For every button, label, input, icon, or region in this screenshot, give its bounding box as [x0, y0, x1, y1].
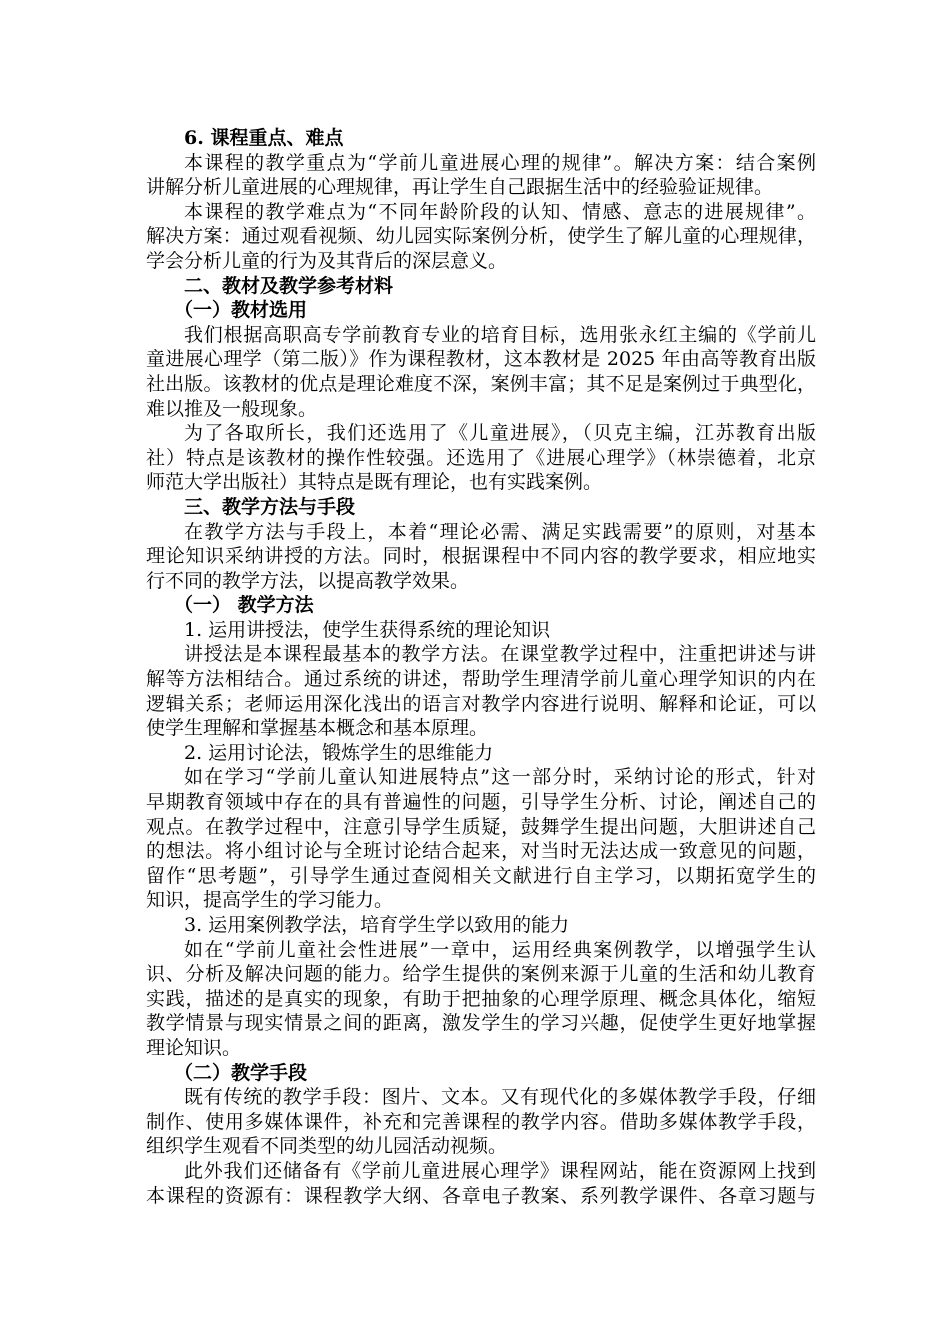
- text-line: 理论知识。: [146, 1036, 242, 1059]
- text-line: 观点。在教学过程中，注意引导学生质疑，鼓舞学生提出问题，大胆讲述自己: [146, 815, 816, 838]
- text-line: 我们根据高职高专学前教育专业的培育目标，选用张永红主编的《学前儿: [184, 323, 816, 346]
- text-line: 解决方案：通过观看视频、幼儿园实际案例分析，使学生了解儿童的心理规律，: [146, 225, 816, 248]
- text-line: 制作、使用多媒体课件，补充和完善课程的教学内容。借助多媒体教学手段，: [146, 1110, 816, 1133]
- text-line: 知识，提高学生的学习能力。: [146, 889, 394, 912]
- section-heading: 6. 课程重点、难点: [184, 127, 344, 149]
- text-line: 如在“学前儿童社会性进展”一章中，运用经典案例教学，以增强学生认: [184, 938, 816, 961]
- text-line: 使学生理解和掌握基本概念和基本原理。: [146, 717, 489, 740]
- text-line: 识、分析及解决问题的能力。给学生提供的案例来源于儿童的生活和幼儿教育: [146, 963, 816, 986]
- text-line: 在教学方法与手段上，本着“理论必需、满足实践需要”的原则，对基本: [184, 520, 816, 543]
- text-line: 的想法。将小组讨论与全班讨论结合起来，对当时无法达成一致意见的问题，: [146, 840, 816, 863]
- text-line: 留作“思考题”，引导学生通过查阅相关文献进行自主学习，以期拓宽学生的: [146, 864, 816, 887]
- text-line: 解等方法相结合。通过系统的讲述，帮助学生理清学前儿童心理学知识的内在: [146, 668, 816, 691]
- section-heading: 三、教学方法与手段: [184, 495, 356, 518]
- section-heading: （一） 教学方法: [174, 594, 314, 617]
- section-heading: （二）教学手段: [174, 1061, 308, 1084]
- text-line: 教学情景与现实情景之间的距离，激发学生的学习兴趣，促使学生更好地掌握: [146, 1012, 816, 1035]
- text-line: 行不同的教学方法，以提高教学效果。: [146, 569, 470, 592]
- text-line: 童进展心理学（第二版）》作为课程教材，这本教材是 2025 年由高等教育出版: [146, 348, 816, 371]
- text-line: 讲解分析儿童进展的心理规律，再让学生自己跟据生活中的经验验证规律。: [146, 176, 774, 199]
- text-line: 师范大学出版社）其特点是既有理论，也有实践案例。: [146, 471, 603, 494]
- text-line: 3. 运用案例教学法，培育学生学以致用的能力: [184, 914, 570, 936]
- text-line: 难以推及一般现象。: [146, 397, 318, 420]
- text-line: 既有传统的教学手段：图片、文本。又有现代化的多媒体教学手段，仔细: [184, 1086, 816, 1109]
- text-line: 理论知识采纳讲授的方法。同时，根据课程中不同内容的教学要求，相应地实: [146, 545, 816, 568]
- text-line: 社出版。该教材的优点是理论难度不深，案例丰富；其不足是案例过于典型化，: [146, 372, 816, 395]
- text-line: 实践，描述的是真实的现象，有助于把抽象的心理学原理、概念具体化，缩短: [146, 987, 816, 1010]
- section-heading: （一）教材选用: [174, 299, 308, 322]
- text-line: 此外我们还储备有《学前儿童进展心理学》课程网站，能在资源网上找到: [184, 1159, 816, 1182]
- text-line: 2. 运用讨论法，锻炼学生的思维能力: [184, 741, 494, 764]
- text-line: 本课程的教学重点为“学前儿童进展心理的规律”。解决方案：结合案例: [184, 151, 816, 174]
- text-line: 组织学生观看不同类型的幼儿园活动视频。: [146, 1135, 508, 1158]
- text-line: 本课程的教学难点为“不同年龄阶段的认知、情感、意志的进展规律”。: [184, 200, 816, 223]
- text-line: 本课程的资源有：课程教学大纲、各章电子教案、系列教学课件、各章习题与: [146, 1184, 816, 1207]
- document-page: [146, 126, 816, 1208]
- text-line: 如在学习“学前儿童认知进展特点”这一部分时，采纳讨论的形式，针对: [184, 766, 816, 789]
- section-heading: 二、教材及教学参考材料: [184, 274, 394, 297]
- text-line: 学会分析儿童的行为及其背后的深层意义。: [146, 249, 508, 272]
- text-line: 逻辑关系；老师运用深化浅出的语言对教学内容进行说明、解释和论证，可以: [146, 692, 816, 715]
- text-line: 讲授法是本课程最基本的教学方法。在课堂教学过程中，注重把讲述与讲: [184, 643, 816, 666]
- text-line: 为了各取所长，我们还选用了《儿童进展》，（贝克主编，江苏教育出版: [184, 422, 816, 445]
- text-line: 早期教育领域中存在的具有普遍性的问题，引导学生分析、讨论，阐述自己的: [146, 791, 816, 814]
- text-line: 1. 运用讲授法，使学生获得系统的理论知识: [184, 618, 551, 641]
- text-line: 社）特点是该教材的操作性较强。还选用了《进展心理学》（林崇德着，北京: [146, 446, 816, 469]
